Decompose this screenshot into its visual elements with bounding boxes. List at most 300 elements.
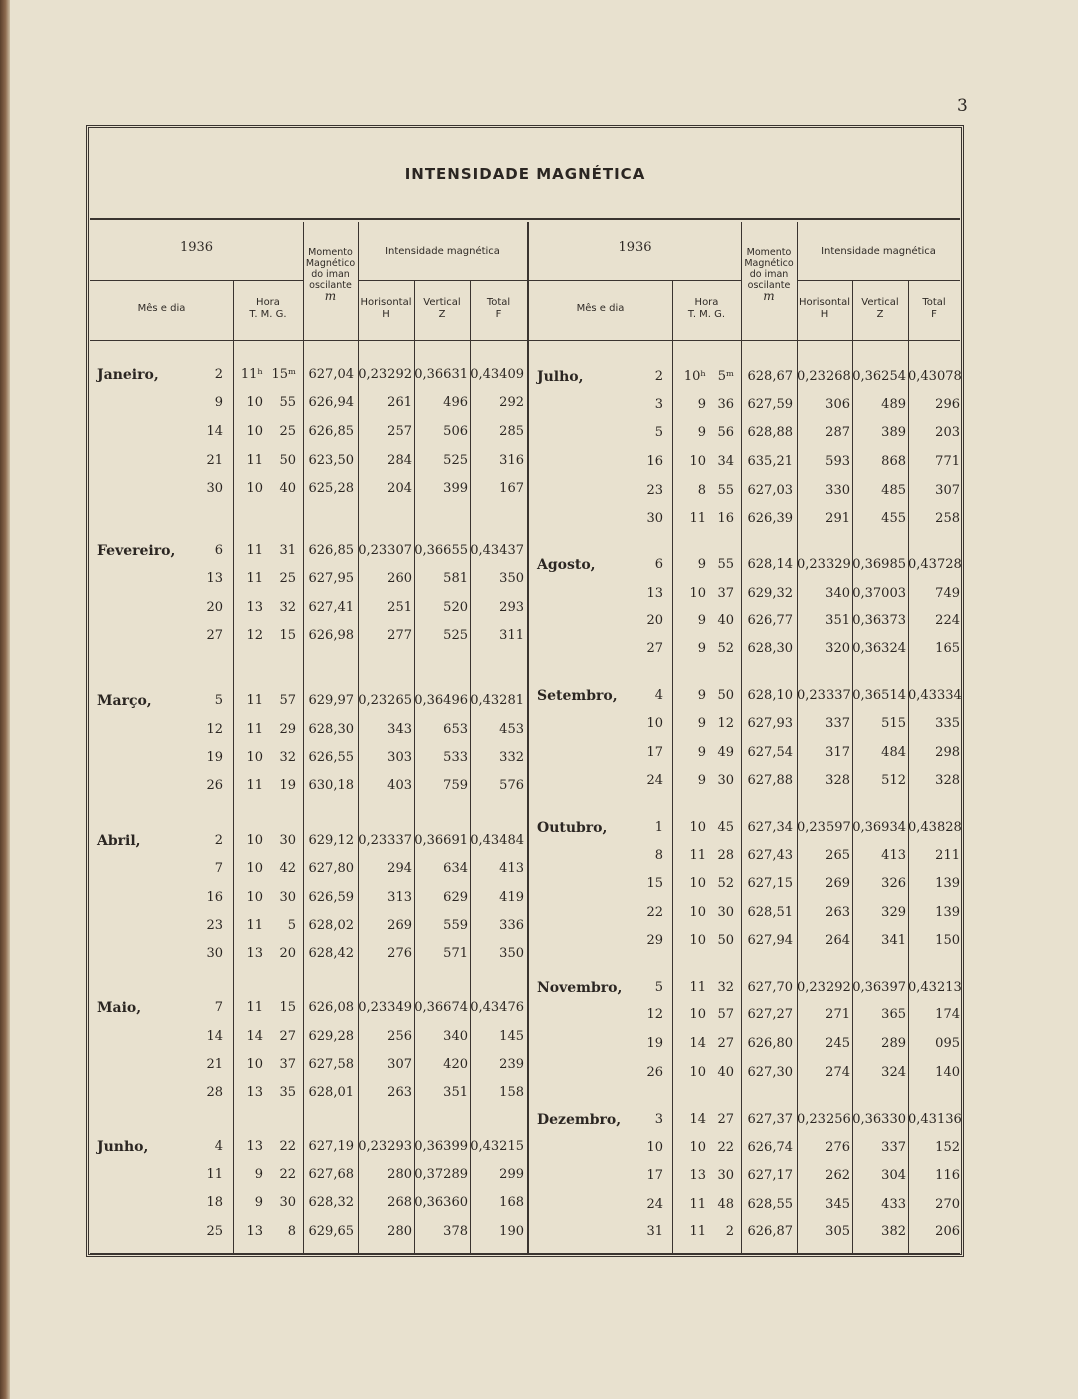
left-row-z: 533: [443, 750, 468, 765]
right-row-min: 45: [717, 820, 734, 835]
left-row-min: 42: [279, 861, 296, 876]
right-row-z: 455: [881, 511, 906, 526]
left-row-z: 0,36655: [414, 543, 468, 558]
right-row-moment: 627,43: [747, 848, 793, 863]
right-row-moment: 627,30: [747, 1065, 793, 1080]
left-row-min: 27: [279, 1029, 296, 1044]
left-row-day: 13: [206, 571, 223, 586]
left-row-day: 30: [206, 946, 223, 961]
left-row-z: 653: [443, 722, 468, 737]
right-row-day: 24: [646, 773, 663, 788]
left-row-min: 31: [279, 543, 296, 558]
left-row-z: 340: [443, 1029, 468, 1044]
left-row-f: 292: [499, 395, 524, 410]
right-row-moment: 626,77: [747, 613, 793, 628]
right-row-f: 749: [935, 586, 960, 601]
right-row-h: 11: [689, 980, 706, 995]
right-row-moment: 627,59: [747, 397, 793, 412]
right-row-moment: 627,54: [747, 745, 793, 760]
right-row-h: 9: [697, 773, 706, 788]
right-row-min: 34: [717, 454, 734, 469]
left-row-min: 32: [279, 600, 296, 615]
left-row-month: Abril,: [97, 833, 141, 849]
right-row-z: 484: [881, 745, 906, 760]
left-row-z: 420: [443, 1057, 468, 1072]
header-line: [797, 280, 960, 281]
right-row-z: 0,37003: [852, 586, 906, 601]
left-row-h: 13: [246, 946, 263, 961]
right-row-moment: 628,55: [747, 1197, 793, 1212]
right-row-h: 9: [697, 745, 706, 760]
right-row-z: 0,36324: [852, 641, 906, 656]
right-row-z: 0,36254: [852, 369, 906, 384]
left-row-h: 294: [387, 861, 412, 876]
right-row-moment: 628,88: [747, 425, 793, 440]
right-row-z: 0,36514: [852, 688, 906, 703]
right-row-month: Dezembro,: [537, 1112, 622, 1128]
right-row-min: 50: [717, 688, 734, 703]
left-row-h: 9: [254, 1167, 263, 1182]
right-row-z: 512: [881, 773, 906, 788]
right-row-min: 32: [717, 980, 734, 995]
left-row-h: 11: [246, 543, 263, 558]
right-row-z: 326: [881, 876, 906, 891]
left-row-day: 30: [206, 481, 223, 496]
right-row-h: 291: [825, 511, 850, 526]
moment-header: Momento Magnético do iman oscilante m: [744, 247, 794, 303]
left-row-z: 525: [443, 628, 468, 643]
left-row-day: 2: [214, 367, 223, 382]
right-row-h: 265: [825, 848, 850, 863]
page-title: INTENSIDADE MAGNÉTICA: [404, 165, 646, 183]
right-row-f: 211: [935, 848, 960, 863]
left-row-z: 0,37289: [414, 1167, 468, 1182]
left-row-moment: 629,12: [308, 833, 354, 848]
half-divider: [527, 222, 529, 1253]
right-row-f: 0,43213: [908, 980, 962, 995]
left-row-f: 0,43476: [470, 1000, 524, 1015]
left-row-day: 14: [206, 1029, 223, 1044]
left-row-day: 21: [206, 453, 223, 468]
right-row-day: 15: [646, 876, 663, 891]
right-row-h: 593: [825, 454, 850, 469]
right-row-moment: 627,37: [747, 1112, 793, 1127]
right-row-f: 150: [935, 933, 960, 948]
left-row-h: 11: [246, 1000, 263, 1015]
left-row-f: 158: [499, 1085, 524, 1100]
left-row-moment: 627,68: [308, 1167, 354, 1182]
left-row-day: 4: [214, 1139, 223, 1154]
left-row-moment: 623,50: [308, 453, 354, 468]
right-row-moment: 627,03: [747, 483, 793, 498]
right-row-h: 0,23337: [797, 688, 851, 703]
left-row-moment: 628,01: [308, 1085, 354, 1100]
left-row-z: 496: [443, 395, 468, 410]
right-row-moment: 627,34: [747, 820, 793, 835]
right-row-h: 14: [689, 1036, 706, 1051]
left-row-z: 0,36399: [414, 1139, 468, 1154]
right-row-z: 0,36985: [852, 557, 906, 572]
right-row-f: 139: [935, 905, 960, 920]
left-row-moment: 628,30: [308, 722, 354, 737]
right-row-h: 10: [689, 933, 706, 948]
left-row-h: 11: [246, 693, 263, 708]
left-row-moment: 629,28: [308, 1029, 354, 1044]
year-label: 1936: [618, 240, 652, 255]
right-row-min: 27: [717, 1112, 734, 1127]
left-row-day: 23: [206, 918, 223, 933]
right-row-month: Agosto,: [537, 557, 596, 573]
right-row-min: 37: [717, 586, 734, 601]
right-row-day: 3: [654, 1112, 663, 1127]
header-line: [90, 280, 303, 281]
left-row-day: 25: [206, 1224, 223, 1239]
left-row-moment: 627,41: [308, 600, 354, 615]
right-row-moment: 629,32: [747, 586, 793, 601]
left-row-f: 168: [499, 1195, 524, 1210]
left-row-f: 453: [499, 722, 524, 737]
right-row-min: 30: [717, 905, 734, 920]
right-row-f: 307: [935, 483, 960, 498]
left-row-f: 0,43215: [470, 1139, 524, 1154]
left-row-f: 419: [499, 890, 524, 905]
page-binding-edge: [0, 0, 10, 1399]
left-row-moment: 627,95: [308, 571, 354, 586]
right-row-moment: 627,93: [747, 716, 793, 731]
left-row-z: 629: [443, 890, 468, 905]
left-row-h: 257: [387, 424, 412, 439]
right-row-h: 10: [689, 905, 706, 920]
left-row-h: 13: [246, 1139, 263, 1154]
left-row-day: 11: [206, 1167, 223, 1182]
right-row-day: 23: [646, 483, 663, 498]
right-row-z: 413: [881, 848, 906, 863]
right-row-f: 206: [935, 1224, 960, 1239]
right-row-h: 271: [825, 1007, 850, 1022]
left-row-h: 11: [246, 722, 263, 737]
left-row-f: 239: [499, 1057, 524, 1072]
left-row-z: 571: [443, 946, 468, 961]
intensity-header: Intensidade magnética: [385, 246, 500, 257]
right-row-h: 0,23268: [797, 369, 851, 384]
left-row-h: 260: [387, 571, 412, 586]
right-row-h: 269: [825, 876, 850, 891]
right-row-h: 337: [825, 716, 850, 731]
right-row-h: 305: [825, 1224, 850, 1239]
left-row-moment: 626,55: [308, 750, 354, 765]
left-row-day: 18: [206, 1195, 223, 1210]
left-row-z: 520: [443, 600, 468, 615]
intensity-header: Intensidade magnética: [821, 246, 936, 257]
left-row-h: 261: [387, 395, 412, 410]
page-number: 3: [957, 96, 968, 116]
right-row-h: 263: [825, 905, 850, 920]
right-row-z: 0,36330: [852, 1112, 906, 1127]
right-row-z: 515: [881, 716, 906, 731]
right-row-day: 30: [646, 511, 663, 526]
left-row-moment: 627,58: [308, 1057, 354, 1072]
left-row-h: 10: [246, 481, 263, 496]
right-row-moment: 627,17: [747, 1168, 793, 1183]
left-row-h: 0,23293: [358, 1139, 412, 1154]
vertical-header: Vertical Z: [861, 297, 899, 320]
left-row-h: 251: [387, 600, 412, 615]
right-row-day: 26: [646, 1065, 663, 1080]
right-row-f: 771: [935, 454, 960, 469]
left-row-day: 27: [206, 628, 223, 643]
right-row-h: 9: [697, 557, 706, 572]
right-row-f: 165: [935, 641, 960, 656]
hour-header: Hora T. M. G.: [249, 297, 287, 320]
right-row-min: 28: [717, 848, 734, 863]
total-header: Total F: [486, 297, 511, 320]
right-row-day: 16: [646, 454, 663, 469]
left-row-f: 350: [499, 946, 524, 961]
right-row-h: 10: [689, 1065, 706, 1080]
right-row-f: 296: [935, 397, 960, 412]
right-row-day: 20: [646, 613, 663, 628]
left-row-day: 26: [206, 778, 223, 793]
left-row-moment: 626,08: [308, 1000, 354, 1015]
right-row-day: 24: [646, 1197, 663, 1212]
right-row-day: 10: [646, 1140, 663, 1155]
left-row-moment: 628,32: [308, 1195, 354, 1210]
right-row-h: 9: [697, 641, 706, 656]
right-row-moment: 626,87: [747, 1224, 793, 1239]
left-row-day: 28: [206, 1085, 223, 1100]
right-row-z: 489: [881, 397, 906, 412]
left-row-z: 525: [443, 453, 468, 468]
left-row-day: 5: [214, 693, 223, 708]
left-row-min: 20: [279, 946, 296, 961]
right-row-min: 40: [717, 613, 734, 628]
left-row-h: 11ʰ: [240, 367, 263, 382]
right-row-moment: 626,80: [747, 1036, 793, 1051]
horizontal-header: Horisontal H: [360, 297, 412, 320]
left-row-min: 5: [287, 918, 296, 933]
left-row-h: 9: [254, 1195, 263, 1210]
right-row-h: 11: [689, 1197, 706, 1212]
right-row-moment: 627,88: [747, 773, 793, 788]
left-row-h: 11: [246, 453, 263, 468]
left-row-h: 307: [387, 1057, 412, 1072]
left-row-z: 506: [443, 424, 468, 439]
right-row-month: Julho,: [537, 369, 584, 385]
left-row-day: 21: [206, 1057, 223, 1072]
left-row-moment: 628,02: [308, 918, 354, 933]
right-row-h: 11: [689, 1224, 706, 1239]
right-row-day: 17: [646, 745, 663, 760]
right-row-h: 306: [825, 397, 850, 412]
left-row-h: 343: [387, 722, 412, 737]
hour-header: Hora T. M. G.: [687, 297, 726, 320]
right-row-moment: 627,27: [747, 1007, 793, 1022]
header-line: [529, 280, 741, 281]
left-row-moment: 626,59: [308, 890, 354, 905]
left-row-day: 2: [214, 833, 223, 848]
date-header: Mês e dia: [137, 303, 186, 314]
date-header: Mês e dia: [576, 303, 625, 314]
right-row-moment: 627,15: [747, 876, 793, 891]
right-row-h: 274: [825, 1065, 850, 1080]
left-row-moment: 629,65: [308, 1224, 354, 1239]
right-row-f: 270: [935, 1197, 960, 1212]
right-row-z: 304: [881, 1168, 906, 1183]
right-row-h: 14: [689, 1112, 706, 1127]
left-row-min: 15: [279, 628, 296, 643]
right-row-month: Novembro,: [537, 980, 623, 996]
right-row-moment: 628,10: [747, 688, 793, 703]
right-row-moment: 627,70: [747, 980, 793, 995]
left-row-day: 16: [206, 890, 223, 905]
right-row-h: 330: [825, 483, 850, 498]
left-row-h: 13: [246, 1224, 263, 1239]
moment-header: Momento Magnético do iman oscilante m: [305, 247, 356, 303]
right-row-f: 203: [935, 425, 960, 440]
right-row-h: 0,23329: [797, 557, 851, 572]
left-row-f: 576: [499, 778, 524, 793]
left-row-min: 22: [279, 1167, 296, 1182]
right-row-f: 0,43334: [908, 688, 962, 703]
right-row-month: Setembro,: [537, 688, 618, 704]
right-row-z: 0,36934: [852, 820, 906, 835]
left-row-z: 378: [443, 1224, 468, 1239]
right-row-z: 289: [881, 1036, 906, 1051]
right-row-min: 36: [717, 397, 734, 412]
left-row-min: 29: [279, 722, 296, 737]
right-row-h: 10: [689, 1007, 706, 1022]
left-row-h: 268: [387, 1195, 412, 1210]
right-row-moment: 628,30: [747, 641, 793, 656]
right-row-day: 2: [654, 369, 663, 384]
right-row-h: 13: [689, 1168, 706, 1183]
right-row-h: 317: [825, 745, 850, 760]
left-row-f: 336: [499, 918, 524, 933]
left-row-day: 20: [206, 600, 223, 615]
right-row-z: 433: [881, 1197, 906, 1212]
right-row-h: 10: [689, 1140, 706, 1155]
left-row-day: 7: [214, 861, 223, 876]
right-row-f: 116: [935, 1168, 960, 1183]
left-row-month: Março,: [97, 693, 152, 709]
right-row-z: 382: [881, 1224, 906, 1239]
right-row-f: 224: [935, 613, 960, 628]
left-row-f: 145: [499, 1029, 524, 1044]
right-row-h: 0,23292: [797, 980, 851, 995]
left-row-h: 10: [246, 1057, 263, 1072]
left-row-moment: 629,97: [308, 693, 354, 708]
right-row-h: 264: [825, 933, 850, 948]
right-row-f: 0,43728: [908, 557, 962, 572]
left-row-month: Maio,: [97, 1000, 142, 1016]
right-row-f: 139: [935, 876, 960, 891]
left-row-month: Junho,: [97, 1139, 149, 1155]
left-row-z: 0,36691: [414, 833, 468, 848]
total-header: Total F: [922, 297, 946, 320]
right-row-min: 52: [717, 876, 734, 891]
right-row-day: 6: [654, 557, 663, 572]
left-row-z: 399: [443, 481, 468, 496]
right-row-min: 5ᵐ: [717, 369, 734, 384]
right-row-day: 22: [646, 905, 663, 920]
right-row-f: 258: [935, 511, 960, 526]
right-row-z: 365: [881, 1007, 906, 1022]
left-row-h: 256: [387, 1029, 412, 1044]
left-row-min: 30: [279, 890, 296, 905]
right-row-f: 174: [935, 1007, 960, 1022]
right-row-min: 50: [717, 933, 734, 948]
left-row-h: 303: [387, 750, 412, 765]
left-row-z: 351: [443, 1085, 468, 1100]
left-row-z: 0,36360: [414, 1195, 468, 1210]
right-row-min: 55: [717, 557, 734, 572]
left-row-z: 0,36674: [414, 1000, 468, 1015]
right-row-f: 328: [935, 773, 960, 788]
left-row-f: 413: [499, 861, 524, 876]
right-row-min: 49: [717, 745, 734, 760]
left-row-h: 10: [246, 395, 263, 410]
right-row-moment: 635,21: [747, 454, 793, 469]
right-row-min: 30: [717, 1168, 734, 1183]
right-row-min: 55: [717, 483, 734, 498]
right-row-min: 16: [717, 511, 734, 526]
right-row-h: 10: [689, 586, 706, 601]
right-row-h: 10: [689, 820, 706, 835]
right-row-z: 329: [881, 905, 906, 920]
right-row-h: 276: [825, 1140, 850, 1155]
left-row-day: 12: [206, 722, 223, 737]
left-row-f: 299: [499, 1167, 524, 1182]
right-row-day: 5: [654, 425, 663, 440]
left-row-min: 32: [279, 750, 296, 765]
left-row-min: 30: [279, 1195, 296, 1210]
right-row-day: 8: [654, 848, 663, 863]
left-row-min: 15ᵐ: [271, 367, 296, 382]
left-row-h: 13: [246, 1085, 263, 1100]
right-row-h: 320: [825, 641, 850, 656]
left-row-z: 759: [443, 778, 468, 793]
left-row-month: Fevereiro,: [97, 543, 176, 559]
right-row-moment: 627,94: [747, 933, 793, 948]
right-row-z: 389: [881, 425, 906, 440]
left-row-h: 0,23292: [358, 367, 412, 382]
left-row-h: 284: [387, 453, 412, 468]
left-row-h: 263: [387, 1085, 412, 1100]
left-row-f: 167: [499, 481, 524, 496]
left-row-z: 559: [443, 918, 468, 933]
left-row-moment: 625,28: [308, 481, 354, 496]
right-row-f: 0,43828: [908, 820, 962, 835]
right-row-f: 095: [935, 1036, 960, 1051]
left-row-day: 6: [214, 543, 223, 558]
right-row-h: 9: [697, 716, 706, 731]
right-row-h: 345: [825, 1197, 850, 1212]
right-row-f: 0,43136: [908, 1112, 962, 1127]
right-row-f: 0,43078: [908, 369, 962, 384]
left-row-moment: 626,98: [308, 628, 354, 643]
left-row-z: 581: [443, 571, 468, 586]
right-row-h: 9: [697, 425, 706, 440]
right-row-day: 31: [646, 1224, 663, 1239]
right-row-month: Outubro,: [537, 820, 608, 836]
left-row-f: 0,43281: [470, 693, 524, 708]
right-row-h: 11: [689, 511, 706, 526]
left-row-min: 55: [279, 395, 296, 410]
left-row-min: 37: [279, 1057, 296, 1072]
left-row-h: 10: [246, 833, 263, 848]
right-row-moment: 628,14: [747, 557, 793, 572]
right-row-h: 340: [825, 586, 850, 601]
